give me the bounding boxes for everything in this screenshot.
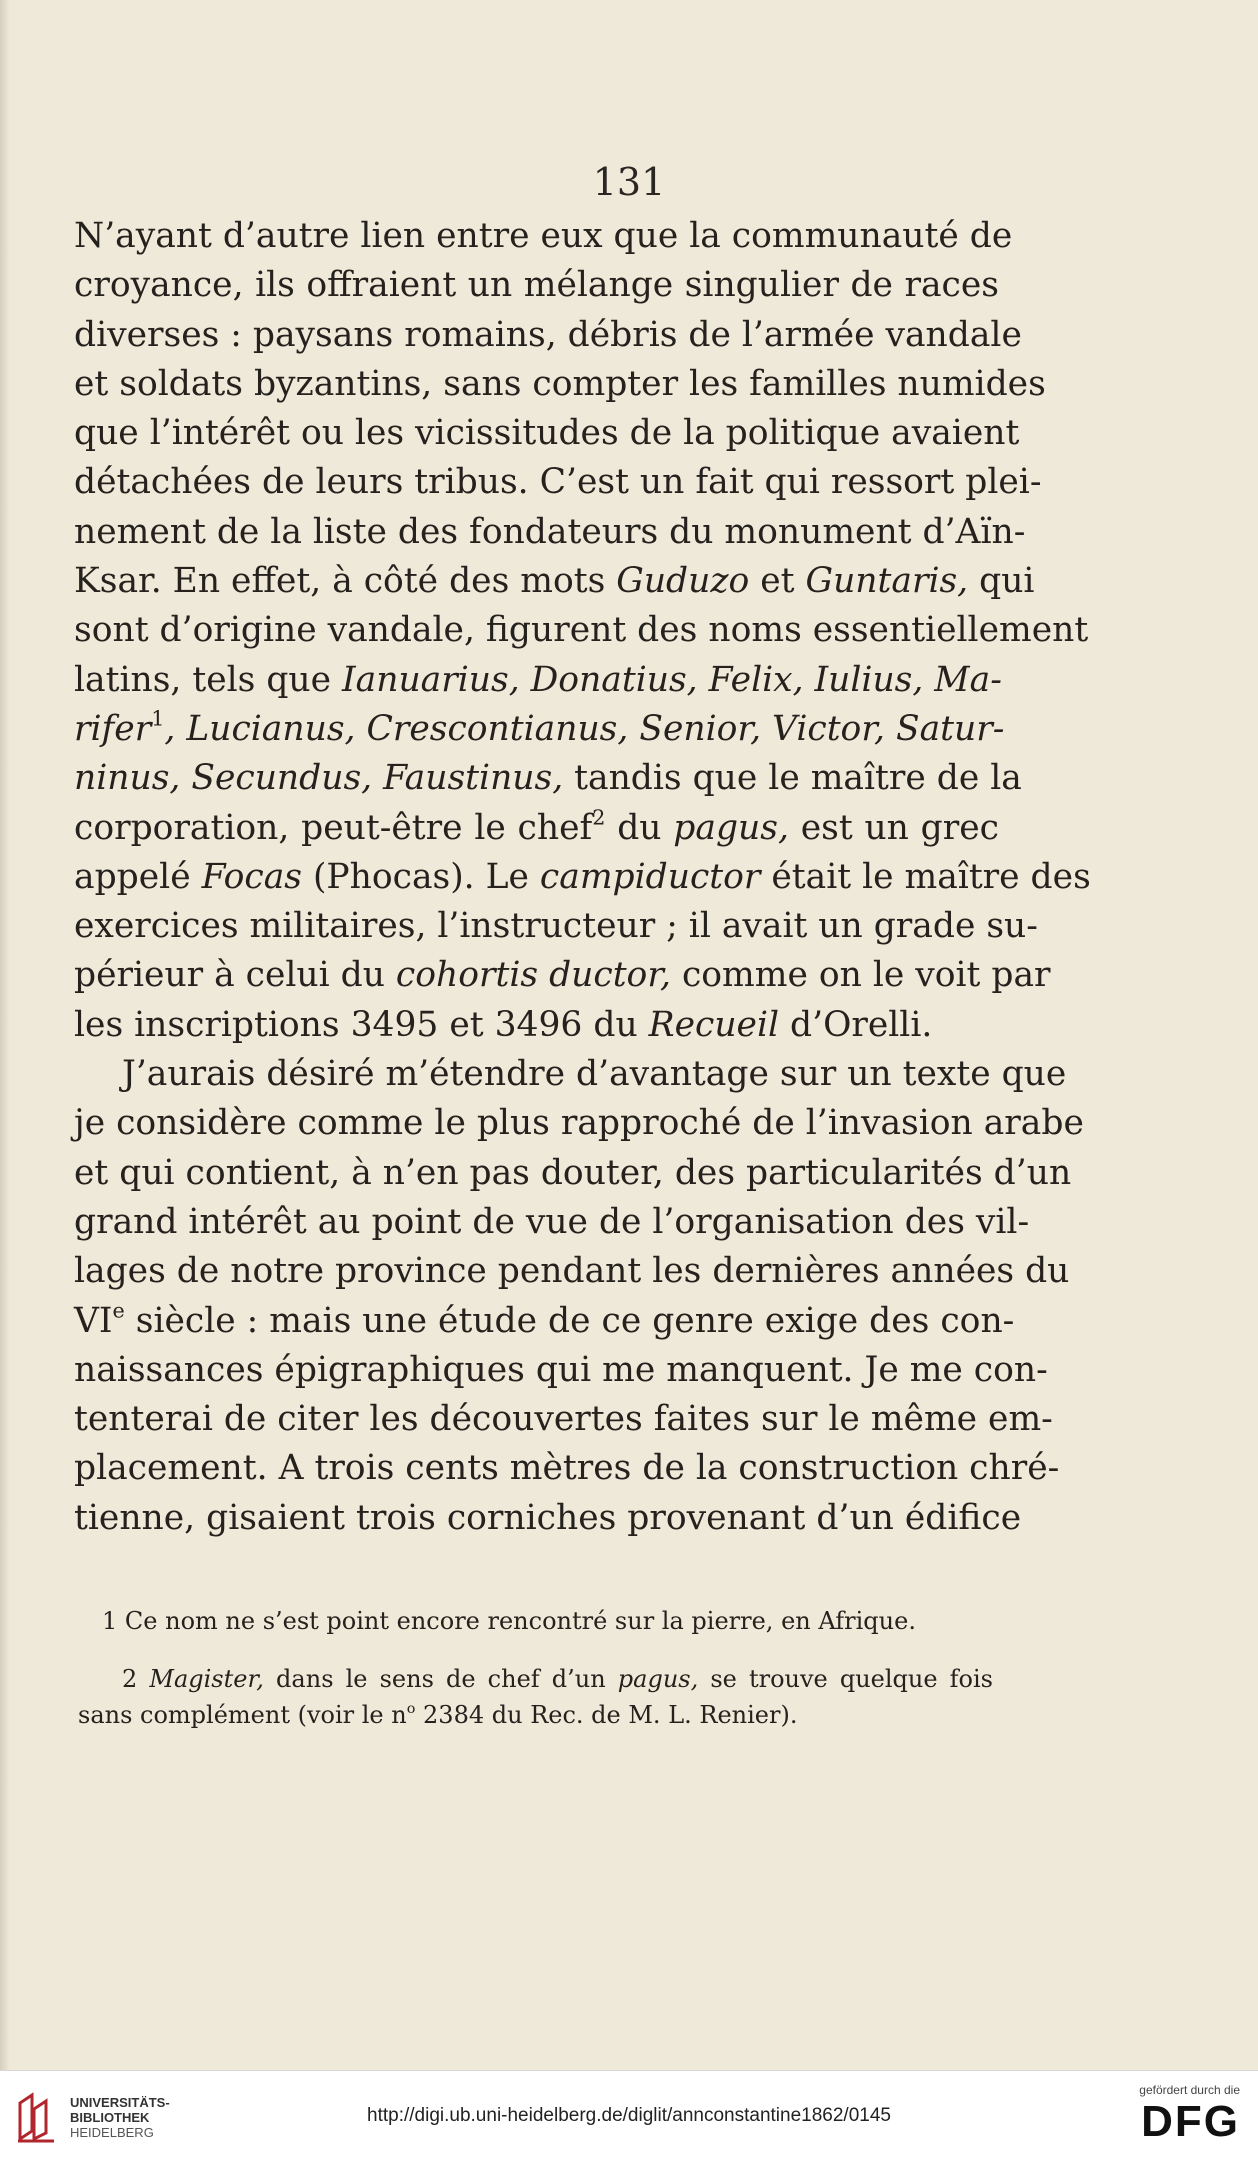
text-run: qui — [968, 561, 1035, 602]
text-line: nement de la liste des fondateurs du monument d’Aïn- — [74, 511, 1026, 552]
text-line: détachées de leurs tribus. C’est un fait qui ressort plei- — [74, 462, 1042, 503]
text-line: lages de notre province pendant les dernières années du — [74, 1251, 1070, 1292]
text-line — [74, 656, 1002, 705]
text-run: et — [749, 561, 806, 602]
footnote-ref-1: 1 — [151, 706, 165, 731]
italic-title: Recueil — [648, 1004, 780, 1045]
text-run: (Phocas). Le — [302, 856, 540, 897]
italic-term: Magister, — [137, 1665, 264, 1693]
text-line — [74, 557, 1035, 606]
text-line — [74, 1297, 1015, 1346]
text-run: latins, tels que — [74, 659, 343, 700]
superscript: e — [112, 1298, 125, 1323]
footnote-text: Ce nom ne s’est point encore rencontré sur la pierre, en Afrique. — [117, 1607, 916, 1635]
italic-term: cohortis ductor, — [395, 955, 671, 996]
library-name-line: BIBLIOTHEK — [70, 2110, 150, 2125]
text-line: sont d’origine vandale, figurent des noms essentiellement — [74, 610, 1089, 651]
text-line: J’aurais désiré m’étendre d’avantage sur un texte que — [122, 1054, 1067, 1095]
text-line: tenterai de citer les découvertes faites sur le même em- — [74, 1399, 1053, 1440]
text-line: placement. A trois cents mètres de la construction chré- — [74, 1448, 1060, 1489]
italic-name: rifer — [74, 708, 152, 749]
text-line — [74, 705, 1005, 754]
text-run: périeur à celui du — [74, 955, 396, 996]
italic-name: Guntaris, — [805, 561, 969, 602]
text-line — [74, 804, 999, 853]
text-line: croyance, ils offraient un mélange singulier de races — [74, 265, 999, 306]
italic-names: ninus, Secundus, Faustinus, — [74, 758, 564, 799]
page-shadow-edge — [0, 0, 10, 2070]
text-run: corporation, peut-être le chef — [74, 807, 593, 848]
italic-term: pagus, — [617, 1665, 699, 1693]
permalink-url[interactable]: http://digi.ub.uni-heidelberg.de/diglit/annconstantine1862/0145 — [367, 2105, 891, 2126]
text-run: siècle : mais une étude de ce genre exige des con- — [124, 1300, 1015, 1341]
text-line: grand intérêt au point de vue de l’organisation des vil- — [74, 1201, 1030, 1242]
text-line — [74, 1001, 999, 1050]
text-line: et soldats byzantins, sans compter les familles numides — [74, 363, 1046, 404]
footnote-1 — [78, 1603, 993, 1639]
footnote-number: 1 — [102, 1607, 118, 1635]
footnotes — [78, 1603, 993, 1755]
text-line: et qui contient, à n’en pas douter, des particularités d’un — [74, 1152, 1072, 1193]
funded-by-label: gefördert durch die — [1139, 2083, 1240, 2097]
text-line: tienne, gisaient trois corniches provenant d’un édifice — [74, 1497, 1022, 1538]
text-run: Ksar. En effet, à côté des mots — [74, 561, 617, 602]
italic-term: campiductor — [539, 856, 761, 897]
footnote-ref-2: 2 — [592, 805, 606, 830]
library-name-line: HEIDELBERG — [70, 2125, 154, 2140]
text-run: d’Orelli. — [779, 1004, 933, 1045]
text-line: que l’intérêt ou les vicissitudes de la politique avaient — [74, 413, 1020, 454]
italic-name: Focas — [201, 856, 302, 897]
footnote-text: se trouve quelque fois sans complément (voir le n — [78, 1665, 993, 1729]
dfg-logo: DFG — [1141, 2097, 1240, 2146]
text-line — [74, 853, 1091, 902]
paragraph-2 — [74, 1050, 1084, 1543]
text-line: N’ayant d’autre lien entre eux que la communauté de — [74, 216, 1013, 256]
text-run: comme on le voit par — [671, 955, 1051, 996]
text-run: du — [605, 807, 674, 848]
text-line — [74, 951, 1051, 1000]
italic-name: Guduzo — [616, 561, 750, 602]
text-run: tandis que le maître de la — [563, 758, 1022, 799]
text-line: exercices militaires, l’instructeur ; il avait un grade su- — [74, 906, 1038, 947]
text-run: VI — [74, 1300, 113, 1341]
text-run: est un grec — [788, 807, 999, 848]
text-run: était le maître des — [760, 856, 1091, 897]
text-run: appelé — [74, 856, 202, 897]
digitization-footer — [0, 2070, 1258, 2163]
text-line: je considère comme le plus rapproché de l’invasion arabe — [74, 1103, 1084, 1144]
page-number: 131 — [592, 160, 666, 204]
body-text — [74, 212, 1091, 1543]
footnote-text: dans le sens de chef d’un — [263, 1665, 618, 1693]
library-name-line: UNIVERSITÄTS- — [70, 2095, 170, 2110]
text-line: naissances épigraphiques qui me manquent. Je me con- — [74, 1349, 1048, 1390]
footnote-text: 2384 du Rec. de M. L. Renier). — [415, 1701, 798, 1729]
paragraph-1 — [74, 212, 1091, 1050]
footnote-2 — [78, 1661, 993, 1733]
italic-names: Ianuarius, Donatius, Felix, Iulius, Ma- — [342, 659, 1002, 700]
funder-credit — [1100, 2083, 1240, 2147]
text-line — [74, 754, 1022, 803]
superscript: o — [406, 1700, 416, 1717]
text-run: les inscriptions 3495 et 3496 du — [74, 1004, 649, 1045]
footnote-number: 2 — [122, 1665, 138, 1693]
italic-names: , Lucianus, Crescontianus, Senior, Victor, Satur- — [164, 708, 1005, 749]
italic-term: pagus, — [673, 807, 789, 848]
text-line: diverses : paysans romains, débris de l’armée vandale — [74, 314, 1022, 355]
